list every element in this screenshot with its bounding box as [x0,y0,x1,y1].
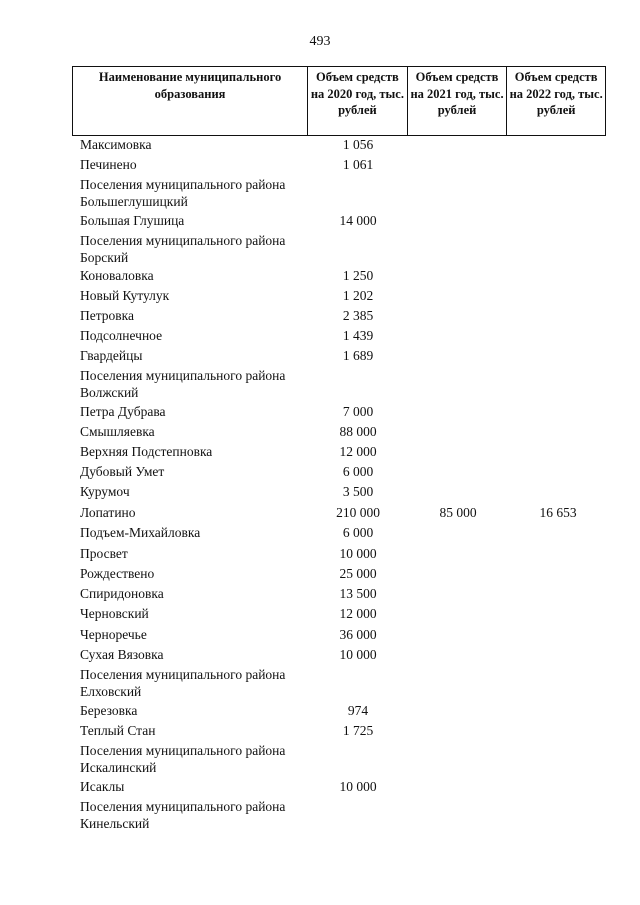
row-name: Березовка [80,703,138,718]
budget-table [72,66,606,831]
value-2020: 3 500 [342,484,374,499]
value-2021: 85 000 [439,505,477,520]
row-name: Поселения муниципального района Елховский [80,667,286,699]
value-2020: 14 000 [339,213,377,228]
row-name: Спиридоновка [80,586,164,601]
value-2020: 1 250 [342,268,374,283]
row-name: Гвардейцы [80,348,143,363]
row-name: Черновский [80,606,149,621]
value-2020: 88 000 [339,424,377,439]
row-name: Поселения муниципального района Кинельский [80,799,286,831]
header-2021: Объем средств на 2021 год, тыс. рублей [407,67,507,135]
row-name: Рождествено [80,566,155,581]
row-name: Смышляевка [80,424,155,439]
row-name: Поселения муниципального района Большеглушицкий [80,177,286,209]
row-name: Новый Кутулук [80,288,170,303]
value-2020: 6 000 [342,525,374,540]
value-2020: 13 500 [339,586,377,601]
row-name: Курумоч [80,484,130,499]
value-2022: 16 653 [539,505,577,520]
value-2020: 1 056 [342,137,374,152]
row-name: Большая Глушица [80,213,185,228]
value-2020: 210 000 [336,505,380,520]
value-2020: 12 000 [339,444,377,459]
row-name: Сухая Вязовка [80,647,164,662]
table-header [72,66,606,136]
row-name: Печинено [80,157,137,172]
row-name: Просвет [80,546,128,561]
page-number: 493 [309,34,331,49]
value-2020: 1 061 [342,157,374,172]
header-2020: Объем средств на 2020 год, тыс. рублей [307,67,407,135]
value-2020: 6 000 [342,464,374,479]
value-2020: 12 000 [339,606,377,621]
row-name: Дубовый Умет [80,464,165,479]
row-name: Исаклы [80,779,125,794]
row-name: Черноречье [80,627,147,642]
row-name: Коноваловка [80,268,154,283]
row-name: Теплый Стан [80,723,156,738]
value-2020: 25 000 [339,566,377,581]
value-2020: 10 000 [339,647,377,662]
value-2020: 974 [347,703,369,718]
header-2022: Объем средств на 2022 год, тыс. рублей [506,67,606,135]
value-2020: 2 385 [342,308,374,323]
row-name: Максимовка [80,137,152,152]
value-2020: 10 000 [339,779,377,794]
value-2020: 1 725 [342,723,374,738]
row-name: Петровка [80,308,135,323]
row-name: Подъем-Михайловка [80,525,201,540]
row-name: Поселения муниципального района Искалинский [80,743,286,775]
row-name: Верхняя Подстепновка [80,444,213,459]
row-name: Лопатино [80,505,136,520]
value-2020: 36 000 [339,627,377,642]
value-2020: 1 202 [342,288,374,303]
row-name: Подсолнечное [80,328,163,343]
value-2020: 10 000 [339,546,377,561]
value-2020: 7 000 [342,404,374,419]
row-name: Петра Дубрава [80,404,166,419]
value-2020: 1 689 [342,348,374,363]
row-name: Поселения муниципального района Волжский [80,368,286,400]
header-name: Наименование муниципального образования [72,67,307,135]
value-2020: 1 439 [342,328,374,343]
row-name: Поселения муниципального района Борский [80,233,286,265]
